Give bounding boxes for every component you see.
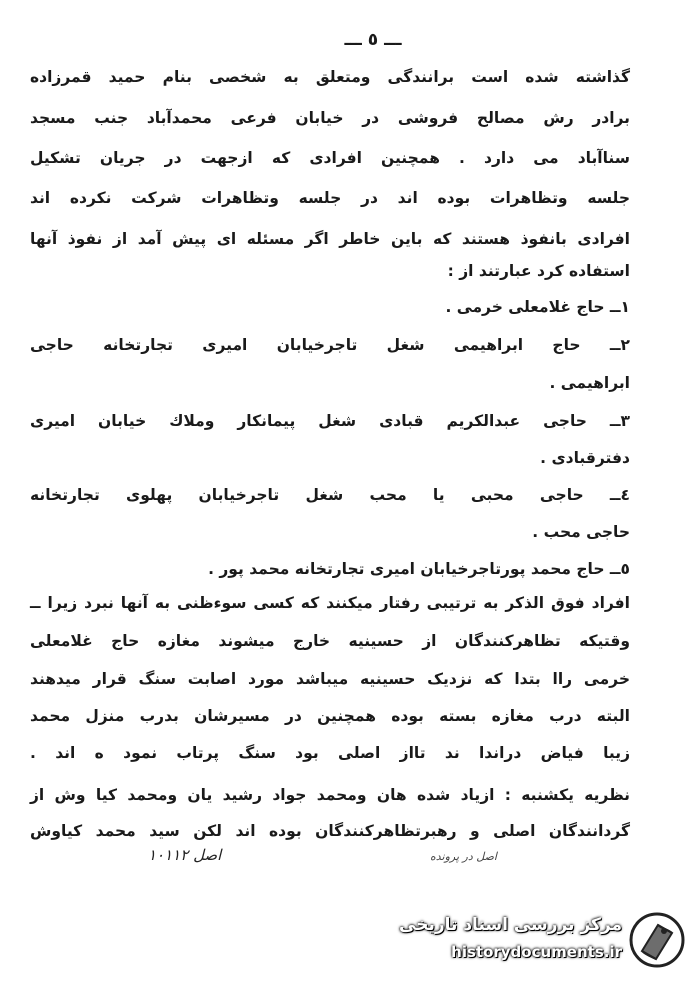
text-line: افراد فوق الذکر به ترتیبی رفتار میکنند که کسی سوءظنی به آنها نبرد زیرا ــ xyxy=(30,594,630,612)
text-line: افرادی بانفوذ هستند که باین خاطر اگر مسئله ای پیش آمد از نفوذ آنها xyxy=(30,230,630,248)
list-item: ٣ــ حاجی عبدالکریم قبادی شغل پیمانکار وملاك خیابان امیری xyxy=(30,412,630,430)
page-number: ـــ ٥ ـــ xyxy=(344,30,402,50)
text-line: نظریه یکشنبه : ازیاد شده هان ومحمد جواد رشید یان ومحمد کیا وش از xyxy=(30,786,630,804)
list-item-cont: دفترقبادی . xyxy=(540,449,630,467)
list-item-cont: حاجی محب . xyxy=(532,523,630,541)
handwritten-note-left: اصل ۱۰۱۱۲ xyxy=(148,846,222,864)
list-item: ٤ــ حاجی محبی یا محب شغل تاجرخیابان پهلوی تجارتخانه xyxy=(30,486,630,504)
watermark-name: مرکز بررسی اسناد تاریخی xyxy=(399,915,622,935)
text-line: البته درب مغازه بسته بوده همچنین در مسیرشان بدرب منزل محمد xyxy=(30,707,630,725)
text-line: زیبا فیاض دراندا ند تااز اصلی بود سنگ پرتاب نمود ه اند . xyxy=(30,744,630,762)
list-item: ٢ــ حاج ابراهیمی شغل تاجرخیابان امیری تجارتخانه حاجی xyxy=(30,336,630,354)
watermark-logo xyxy=(386,909,686,971)
text-line: گذاشته شده است برانندگی ومتعلق به شخصی بنام حمید قمرزاده xyxy=(30,68,630,86)
list-item-cont: ابراهیمی . xyxy=(549,374,630,392)
text-line: گردانندگان اصلی و رهبرتظاهرکنندگان بوده اند لکن سید محمد کیاوش xyxy=(30,822,630,840)
list-item: ١ــ حاج غلامعلی خرمی . xyxy=(445,298,630,316)
list-item: ٥ــ حاج محمد پورتاجرخیابان امیری تجارتخانه محمد پور . xyxy=(208,560,630,578)
text-line: سناآباد می دارد . همچنین افرادی که ازجهت در جریان تشکیل xyxy=(30,149,630,167)
watermark-url: historydocuments.ir xyxy=(451,943,622,961)
text-line: استفاده کرد عبارتند از : xyxy=(447,262,630,280)
handwritten-note-right: اصل در پرونده xyxy=(430,850,497,863)
scroll-logo-icon xyxy=(628,911,686,969)
text-line: جلسه وتظاهرات بوده اند در جلسه وتظاهرات شرکت نکرده اند xyxy=(30,189,630,207)
text-line: وقتیکه تظاهرکنندگان از حسینیه خارج میشوند مغازه حاج غلامعلی xyxy=(30,632,630,650)
text-line: خرمی راا بتدا که نزدیک حسینیه میباشد مورد اصابت سنگ قرار میدهند xyxy=(30,670,630,688)
text-line: برادر رش مصالح فروشی در خیابان فرعی محمدآباد جنب مسجد xyxy=(30,109,630,127)
